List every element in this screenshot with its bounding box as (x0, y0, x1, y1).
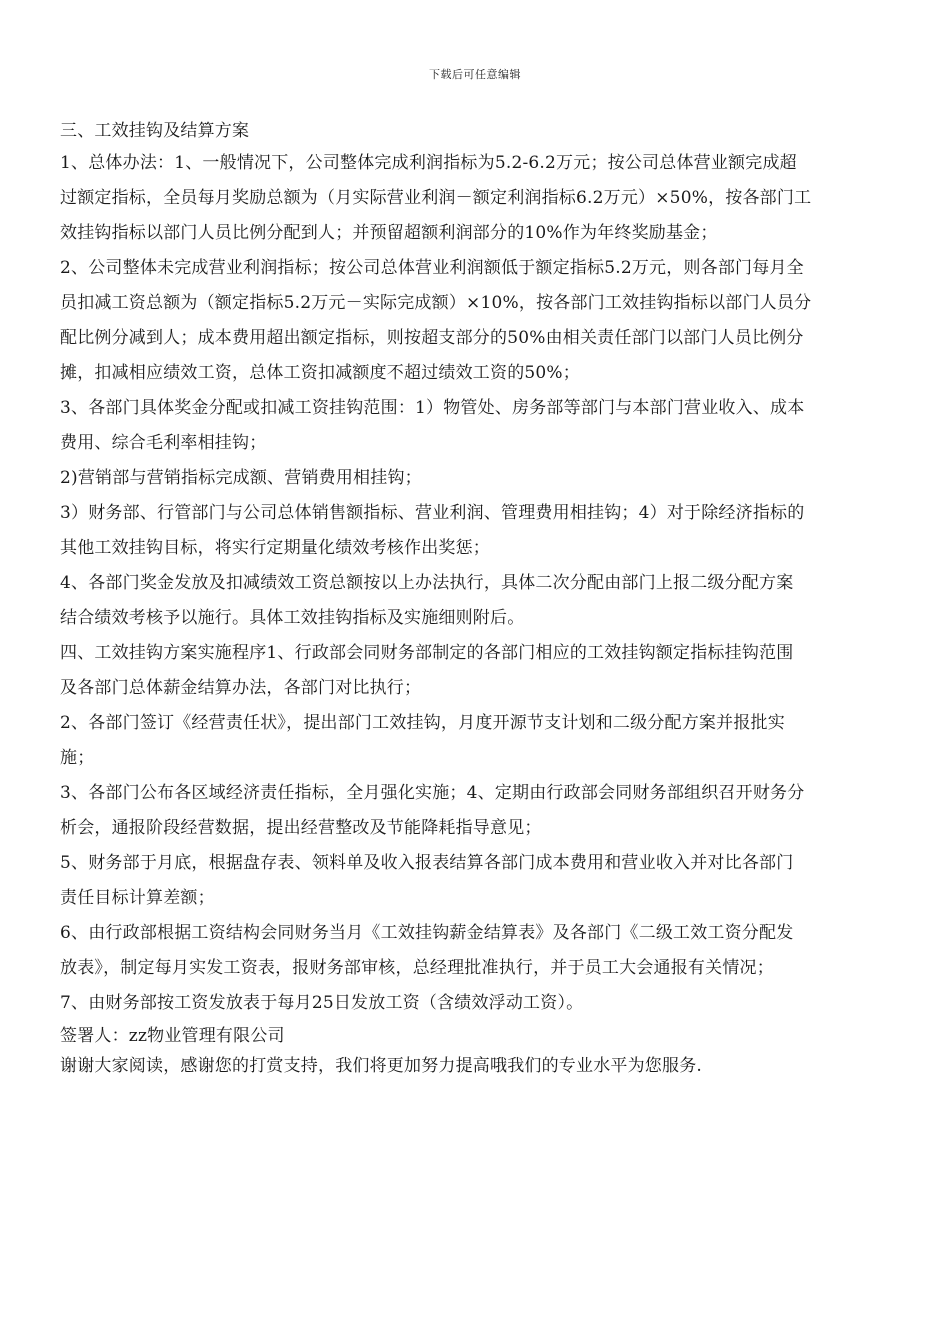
body-line: 3、各部门公布各区域经济责任指标，全月强化实施；4、定期由行政部会同财务部组织召开财务分 (60, 783, 805, 803)
body-line: 过额定指标，全员每月奖励总额为（月实际营业利润－额定利润指标6.2万元）×50%，按各部门工 (60, 188, 812, 208)
body-line: 其他工效挂钩目标，将实行定期量化绩效考核作出奖惩； (60, 538, 490, 558)
body-line: 4、各部门奖金发放及扣减绩效工资总额按以上办法执行，具体二次分配由部门上报二级分配方案 (60, 573, 794, 593)
body-line: 配比例分减到人；成本费用超出额定指标，则按超支部分的50%由相关责任部门以部门人员比例分 (60, 328, 804, 348)
body-line: 2、各部门签订《经营责任状》，提出部门工效挂钩，月度开源节支计划和二级分配方案并报批实 (60, 713, 785, 733)
body-line: 6、由行政部根据工资结构会同财务当月《工效挂钩薪金结算表》及各部门《二级工效工资分配发 (60, 923, 794, 943)
body-line: 摊，扣减相应绩效工资，总体工资扣减额度不超过绩效工资的50%； (60, 363, 580, 383)
body-line: 析会，通报阶段经营数据，提出经营整改及节能降耗指导意见； (60, 818, 542, 838)
body-line: 2)营销部与营销指标完成额、营销费用相挂钩； (60, 468, 422, 488)
body-line: 放表》，制定每月实发工资表，报财务部审核，总经理批准执行，并于员工大会通报有关情况； (60, 958, 774, 978)
document-body (60, 116, 890, 1081)
body-line: 责任目标计算差额； (60, 888, 215, 908)
body-line: 效挂钩指标以部门人员比例分配到人；并预留超额利润部分的10%作为年终奖励基金； (60, 223, 718, 243)
closing-note: 谢谢大家阅读，感谢您的打赏支持，我们将更加努力提高哦我们的专业水平为您服务. (60, 1056, 703, 1076)
body-line: 施； (60, 748, 95, 768)
section-heading: 三、工效挂钩及结算方案 (60, 121, 250, 141)
body-line: 2、公司整体未完成营业利润指标；按公司总体营业利润额低于额定指标5.2万元，则各部门每月全 (60, 258, 804, 278)
body-line: 及各部门总体薪金结算办法，各部门对比执行； (60, 678, 422, 698)
body-line: 7、由财务部按工资发放表于每月25日发放工资（含绩效浮动工资）。 (60, 993, 584, 1013)
section-heading: 四、工效挂钩方案实施程序1、行政部会同财务部制定的各部门相应的工效挂钩额定指标挂钩范围 (60, 643, 794, 663)
body-line: 3）财务部、行管部门与公司总体销售额指标、营业利润、管理费用相挂钩；4）对于除经济指标的 (60, 503, 805, 523)
body-line: 1、总体办法：1、一般情况下，公司整体完成利润指标为5.2-6.2万元；按公司总体营业额完成超 (60, 153, 797, 173)
signatory-line: 签署人：zz物业管理有限公司 (60, 1026, 285, 1046)
page-header: 下载后可任意编辑 (429, 68, 521, 81)
body-line: 员扣减工资总额为（额定指标5.2万元－实际完成额）×10%，按各部门工效挂钩指标以部门人员分 (60, 293, 812, 313)
body-line: 5、财务部于月底，根据盘存表、领料单及收入报表结算各部门成本费用和营业收入并对比各部门 (60, 853, 794, 873)
body-line: 结合绩效考核予以施行。具体工效挂钩指标及实施细则附后。 (60, 608, 525, 628)
body-line: 3、各部门具体奖金分配或扣减工资挂钩范围：1）物管处、房务部等部门与本部门营业收入、成本 (60, 398, 805, 418)
body-line: 费用、综合毛利率相挂钩； (60, 433, 267, 453)
